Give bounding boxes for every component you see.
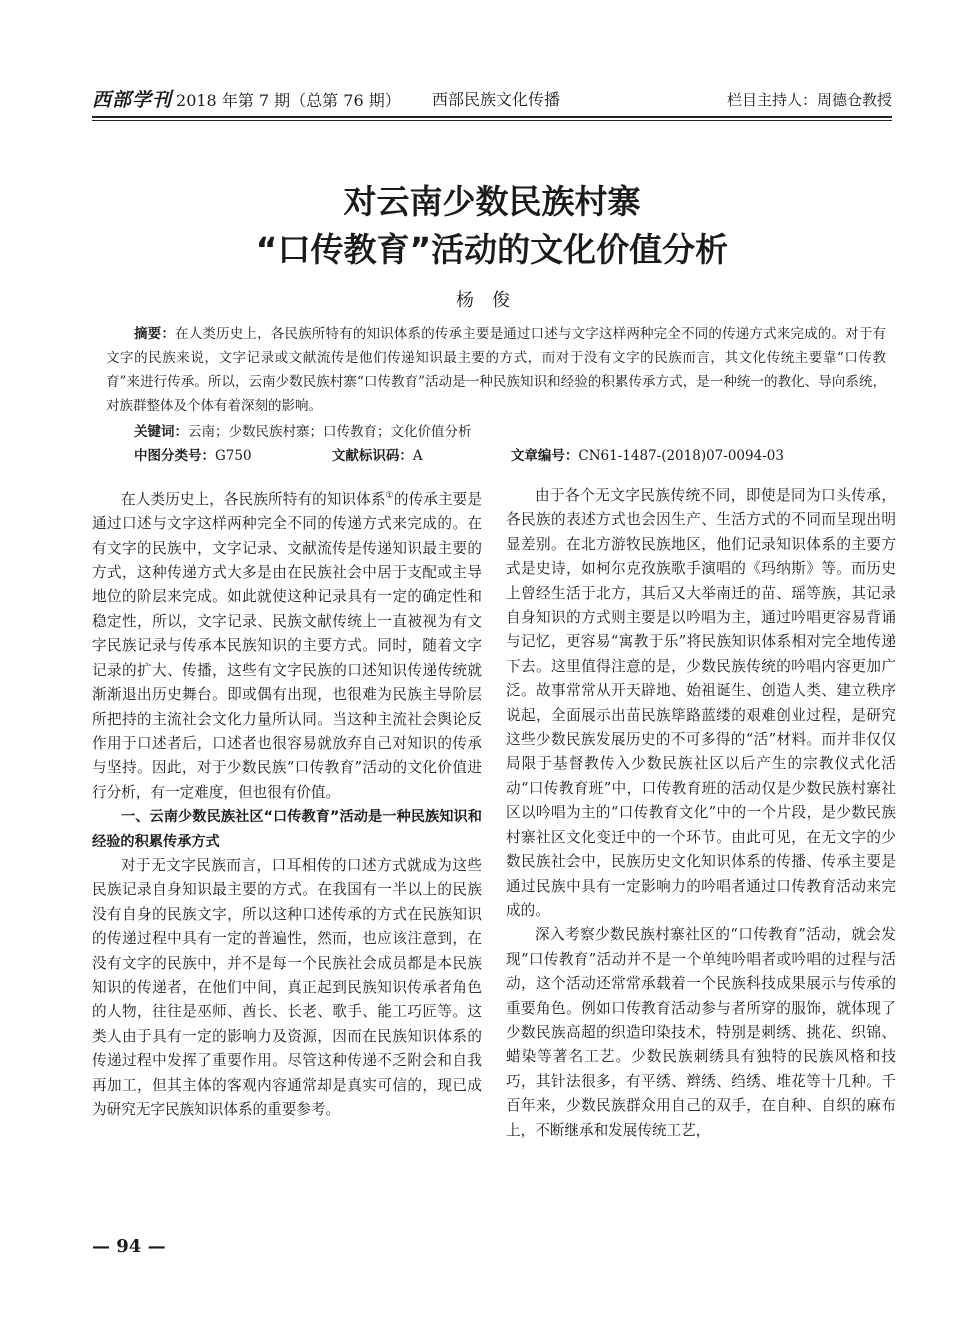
- paragraph: 由于各个无文字民族传统不同，即使是同为口头传承，各民族的表述方式也会因生产、生活方式的不同而呈现出明显差别。在北方游牧民族地区，他们记录知识体系的主要方式是史诗，如柯尔克孜族歌手演唱的《玛纳斯》等。而历史上曾经生活于北方，其后又大举南迁的苗、瑶等族，其记录自身知识的方式则主要是以吟唱为主，通过吟唱更容易背诵与记忆，更容易“寓教于乐”将民族知识体系相对完全地传递下去。这里值得注意的是，少数民族传统的吟唱内容更加广泛。故事常常从开天辟地、始祖诞生、创造人类、建立秩序说起，全面展示出苗民族筚路蓝缕的艰难创业过程，是研究这些少数民族发展历史的不可多得的“活”材料。而并非仅仅局限于基督教传入少数民族社区以后产生的宗教仪式化活动“口传教育班”中，口传教育班的活动仅是少数民族村寨社区以吟唱为主的“口传教育文化”中的一个片段，是少数民族村寨社区文化变迁中的一个环节。由此可见，在无文字的少数民族社会中，民族历史文化知识体系的传播、传承主要是通过民族中具有一定影响力的吟唱者通过口传教育活动来完成的。: [506, 487, 896, 919]
- body-column-left: [92, 484, 482, 1122]
- title-line-2: “口传教育”活动的文化价值分析: [255, 230, 729, 269]
- paragraph: 在人类历史上，各民族所特有的知识体系①的传承主要是通过口述与文字这样两种完全不同的传递方式来完成的。在有文字的民族中，文字记录、文献流传是传递知识最主要的方式，这种传递方式大多是由在民族社会中居于支配或主导地位的阶层来完成。如此就使这种记录具有一定的确定性和稳定性，所以，文字记录、民族文献传统上一直被视为有文字民族记录与传承本民族知识的主要方式。同时，随着文字记录的扩大、传播，这些有文字民族的口述知识传递传统就渐渐退出历史舞台。即或偶有出现，也很难为民族主导阶层所把持的主流社会文化力量所认同。当这种主流社会舆论反作用于口述者后，口述者也很容易就放弃自己对知识的传承与坚持。因此，对于少数民族“口传教育”活动的文化价值进行分析，有一定难度，但也很有价值。: [92, 490, 482, 801]
- page-number: — 94 —: [92, 1236, 166, 1257]
- article-title: [92, 178, 892, 274]
- classification-line: [134, 444, 894, 468]
- header-rule: [92, 116, 892, 118]
- header-rule-thin: [92, 120, 892, 121]
- abstract: [106, 322, 886, 418]
- clc-label: 中图分类号：: [134, 448, 215, 464]
- body-column-right: [506, 484, 896, 1143]
- section-heading: 一、云南少数民族社区“口传教育”活动是一种民族知识和经验的积累传承方式: [92, 809, 482, 850]
- issue-info: 2018 年第 7 期（总第 76 期）: [176, 91, 401, 110]
- title-line-1: 对云南少数民族村寨: [343, 182, 641, 221]
- abstract-label: 摘要：: [134, 326, 176, 342]
- article-number-value: CN61-1487-(2018)07-0094-03: [578, 448, 784, 464]
- running-header: [92, 84, 892, 116]
- clc-value: G750: [215, 448, 252, 464]
- article-number-label: 文章编号：: [510, 448, 579, 464]
- paragraph: 深入考察少数民族村寨社区的“口传教育”活动，就会发现“口传教育”活动并不是一个单纯吟唱者或吟唱的过程与活动，这个活动还常常承载着一个民族科技成果展示与传承的重要角色。例如口传教育活动参与者所穿的服饰，就体现了少数民族高超的织造印染技术，特别是刺绣、挑花、织锦、蜡染等著名工艺。少数民族刺绣具有独特的民族风格和技巧，其针法很多，有平绣、辫绣、绉绣、堆花等十几种。千百年来，少数民族群众用自己的双手，在自种、自织的麻布上，不断继承和发展传统工艺，: [506, 926, 896, 1139]
- keywords-label: 关键词：: [134, 424, 188, 440]
- paragraph: 对于无文字民族而言，口耳相传的口述方式就成为这些民族记录自身知识最主要的方式。在我国有一半以上的民族没有自身的民族文字，所以这种口述传承的方式在民族知识的传递过程中具有一定的普遍性，然而，也应该注意到，在没有文字的民族中，并不是每一个民族社会成员都是本民族知识的传递者，在他们中间，真正起到民族知识传承者角色的人物，往往是巫师、酋长、长老、歌手、能工巧匠等。这类人由于具有一定的影响力及资源，因而在民族知识体系的传递过程中发挥了重要作用。尽管这种传递不乏附会和自我再加工，但其主体的客观内容通常却是真实可信的，现已成为研究无字民族知识体系的重要参考。: [92, 856, 482, 1119]
- column-host: 栏目主持人：周德仓教授: [726, 91, 892, 109]
- column-name: 西部民族文化传播: [432, 90, 561, 109]
- journal-logo: 西部学刊: [92, 89, 173, 111]
- author: 杨俊: [456, 290, 528, 311]
- keywords: [134, 420, 472, 444]
- keywords-text: 云南；少数民族村寨；口传教育；文化价值分析: [188, 424, 472, 440]
- doc-code-value: A: [412, 448, 423, 464]
- abstract-text: 在人类历史上，各民族所特有的知识体系的传承主要是通过口述与文字这样两种完全不同的传递方式来完成的。对于有文字的民族来说，文字记录或文献流传是他们传递知识最主要的方式，而对于没有文字的民族而言，其文化传统主要靠“口传教育”来进行传承。所以，云南少数民族村寨“口传教育”活动是一种民族知识和经验的积累传承方式，是一种统一的教化、导向系统，对族群整体及个体有着深刻的影响。: [106, 326, 887, 414]
- footnote-marker: ①: [385, 491, 394, 501]
- doc-code-label: 文献标识码：: [331, 448, 413, 464]
- header-left: [92, 84, 401, 117]
